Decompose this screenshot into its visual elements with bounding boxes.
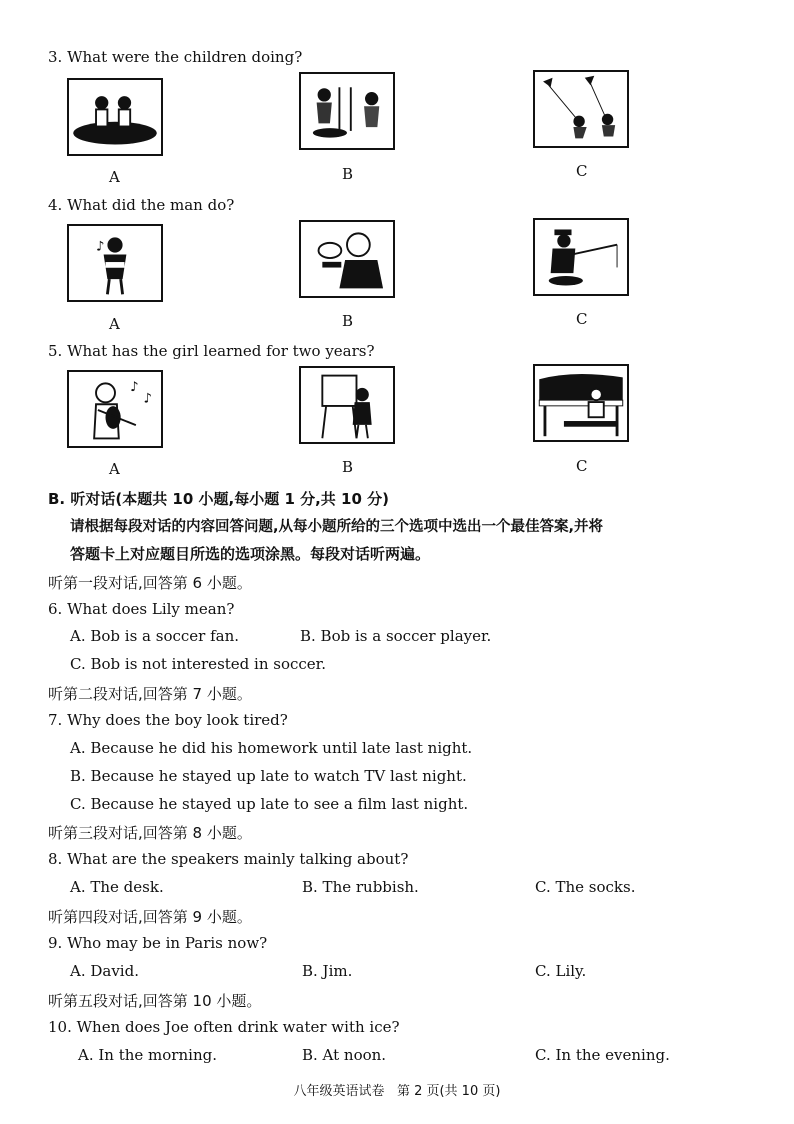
question-6-option-b[interactable]: B. Bob is a soccer player.: [300, 627, 492, 645]
question-8-option-a[interactable]: A. The desk.: [70, 878, 164, 896]
question-4-text: 4. What did the man do?: [48, 196, 235, 214]
question-3-option-b-label: B: [342, 165, 354, 183]
question-5-text: 5. What has the girl learned for two years?: [48, 342, 375, 360]
question-10-option-a[interactable]: A. In the morning.: [78, 1046, 217, 1064]
section-b-instruction-line-1: 请根据每段对话的内容回答问题,从每小题所给的三个选项中选出一个最佳答案,并将: [70, 519, 604, 535]
question-5-option-b-label: B: [342, 458, 354, 476]
question-7-text: 7. Why does the boy look tired?: [48, 711, 288, 729]
question-8-option-b[interactable]: B. The rubbish.: [302, 878, 419, 896]
dialogue-4-intro: 听第四段对话,回答第 9 小题。: [48, 908, 252, 926]
man-drinking-picture[interactable]: [299, 220, 395, 298]
svg-text:♪: ♪: [130, 379, 139, 395]
question-4-option-a-label: A: [109, 315, 120, 333]
question-3-option-a-label: A: [109, 168, 120, 186]
man-singing-picture[interactable]: [67, 224, 163, 302]
question-4-option-c-label: C: [576, 310, 588, 328]
section-b-heading: B. 听对话(本题共 10 小题,每小题 1 分,共 10 分): [48, 490, 389, 508]
girl-playing-piano-picture[interactable]: [533, 364, 629, 442]
question-6-option-c[interactable]: C. Bob is not interested in soccer.: [70, 655, 326, 673]
svg-text:♪: ♪: [96, 239, 105, 255]
question-10-text: 10. When does Joe often drink water with ice?: [48, 1018, 400, 1036]
question-7-option-c[interactable]: C. Because he stayed up late to see a film last night.: [70, 795, 469, 813]
question-4-option-b-label: B: [342, 312, 354, 330]
girl-playing-violin-picture[interactable]: [67, 370, 163, 448]
question-3-text: 3. What were the children doing?: [48, 48, 303, 66]
children-flying-kites-picture[interactable]: [533, 70, 629, 148]
dialogue-1-intro: 听第一段对话,回答第 6 小题。: [48, 574, 252, 592]
question-9-option-a[interactable]: A. David.: [70, 962, 139, 980]
question-7-option-b[interactable]: B. Because he stayed up late to watch TV last night.: [70, 767, 467, 785]
question-3-option-c-label: C: [576, 162, 588, 180]
question-7-option-a[interactable]: A. Because he did his homework until late last night.: [70, 739, 473, 757]
question-9-option-b[interactable]: B. Jim.: [302, 962, 353, 980]
question-9-option-c[interactable]: C. Lily.: [535, 962, 587, 980]
dialogue-2-intro: 听第二段对话,回答第 7 小题。: [48, 685, 252, 703]
question-5-option-c-label: C: [576, 457, 588, 475]
question-6-text: 6. What does Lily mean?: [48, 600, 235, 618]
children-fishing-picture[interactable]: [299, 72, 395, 150]
girl-drawing-picture[interactable]: [299, 366, 395, 444]
dialogue-3-intro: 听第三段对话,回答第 8 小题。: [48, 824, 252, 842]
children-in-boat-picture[interactable]: [67, 78, 163, 156]
question-9-text: 9. Who may be in Paris now?: [48, 934, 268, 952]
dialogue-5-intro: 听第五段对话,回答第 10 小题。: [48, 992, 262, 1010]
question-10-option-c[interactable]: C. In the evening.: [535, 1046, 670, 1064]
question-5-option-a-label: A: [109, 460, 120, 478]
question-8-text: 8. What are the speakers mainly talking about?: [48, 850, 409, 868]
man-fishing-picture[interactable]: [533, 218, 629, 296]
page-footer: 八年级英语试卷 第 2 页(共 10 页): [293, 1084, 501, 1099]
question-8-option-c[interactable]: C. The socks.: [535, 878, 636, 896]
svg-text:♪: ♪: [143, 391, 152, 407]
question-10-option-b[interactable]: B. At noon.: [302, 1046, 387, 1064]
section-b-instruction-line-2: 答题卡上对应题目所选的选项涂黑。每段对话听两遍。: [70, 545, 431, 563]
question-6-option-a[interactable]: A. Bob is a soccer fan.: [70, 627, 240, 645]
